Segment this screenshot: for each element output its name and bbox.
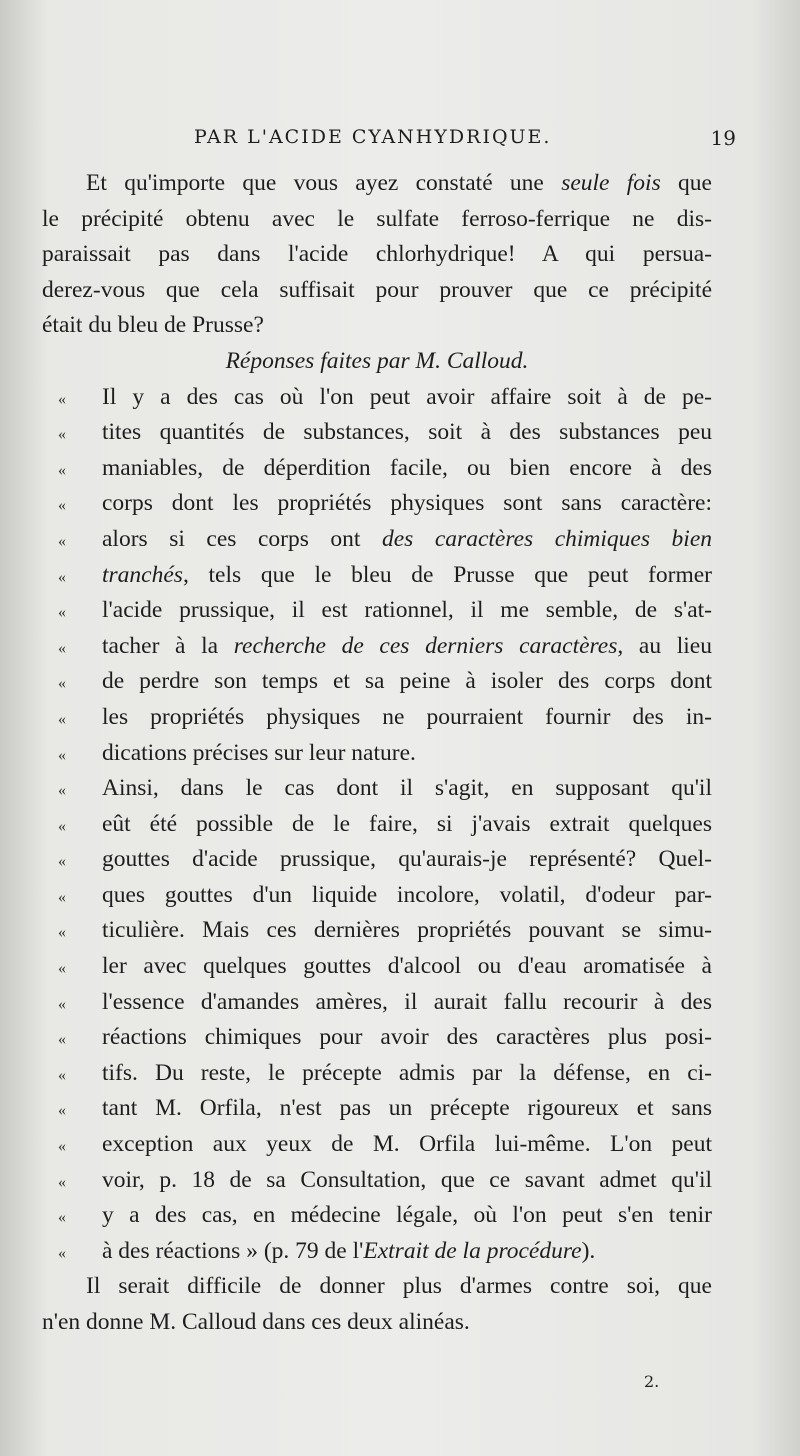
quote-mark: « xyxy=(58,568,66,586)
quote-mark: « xyxy=(58,817,66,835)
quoted-line: « ticulière. Mais ces dernières propriétés pouvant se simu- xyxy=(42,913,712,949)
quoted-line: « réactions chimiques pour avoir des caractères plus posi- xyxy=(42,1020,712,1056)
quote-mark: « xyxy=(58,532,66,550)
paragraph-line: Il serait difficile de donner plus d'armes contre soi, que xyxy=(86,1273,712,1300)
quoted-line: « de perdre son temps et sa peine à isoler des corps dont xyxy=(42,664,712,700)
quoted-line: « tites quantités de substances, soit à des substances peu xyxy=(42,415,712,451)
quote-mark: « xyxy=(58,675,66,693)
quoted-line: « à des réactions » (p. 79 de l'Extrait de la procédure). xyxy=(42,1234,712,1270)
quoted-line: « tifs. Du reste, le précepte admis par la défense, en ci- xyxy=(42,1056,712,1092)
quoted-line: « gouttes d'acide prussique, qu'aurais-je représenté? Quel- xyxy=(42,842,712,878)
quote-mark: « xyxy=(58,1102,66,1120)
quote-mark: « xyxy=(58,746,66,764)
paragraph-line: le précipité obtenu avec le sulfate ferroso-ferrique ne dis- xyxy=(42,205,712,232)
quote-mark: « xyxy=(58,853,66,871)
quote-mark: « xyxy=(58,1173,66,1191)
signature-mark: 2. xyxy=(644,1372,660,1391)
quoted-line: « tant M. Orfila, n'est pas un précepte rigoureux et sans xyxy=(42,1091,712,1127)
running-title: PAR L'ACIDE CYANHYDRIQUE. xyxy=(194,126,552,148)
quoted-line: « y a des cas, en médecine légale, où l'on peut s'en tenir xyxy=(42,1198,712,1234)
page-number: 19 xyxy=(710,126,736,150)
quote-mark: « xyxy=(58,1066,66,1084)
quote-mark: « xyxy=(58,639,66,657)
quoted-line: « alors si ces corps ont des caractères chimiques bien xyxy=(42,522,712,558)
quoted-line: « l'acide prussique, il est rationnel, il me semble, de s'at- xyxy=(42,593,712,629)
quote-mark: « xyxy=(58,1209,66,1227)
quote-mark: « xyxy=(58,604,66,622)
quoted-line: « ques gouttes d'un liquide incolore, volatil, d'odeur par- xyxy=(42,878,712,914)
paragraph-line: était du bleu de Prusse? xyxy=(42,312,264,339)
quote-mark: « xyxy=(58,960,66,978)
quote-mark: « xyxy=(58,390,66,408)
quoted-line: « exception aux yeux de M. Orfila lui-même. L'on peut xyxy=(42,1127,712,1163)
quoted-line: « ler avec quelques gouttes d'alcool ou d'eau aromatisée à xyxy=(42,949,712,985)
section-heading: Réponses faites par M. Calloud. xyxy=(225,347,529,374)
quote-mark: « xyxy=(58,710,66,728)
quote-mark: « xyxy=(58,995,66,1013)
quoted-line: « dications précises sur leur nature. xyxy=(42,736,712,772)
quote-mark: « xyxy=(58,1138,66,1156)
quoted-line: « tacher à la recherche de ces derniers caractères, au lieu xyxy=(42,629,712,665)
quoted-line: « voir, p. 18 de sa Consultation, que ce savant admet qu'il xyxy=(42,1163,712,1199)
quote-mark: « xyxy=(58,1244,66,1262)
page-header xyxy=(44,126,744,156)
quote-mark: « xyxy=(58,782,66,800)
quoted-line: « les propriétés physiques ne pourraient fournir des in- xyxy=(42,700,712,736)
quoted-line: « tranchés, tels que le bleu de Prusse que peut former xyxy=(42,558,712,594)
paragraph-line: n'en donne M. Calloud dans ces deux alinéas. xyxy=(42,1309,470,1335)
quoted-line: « corps dont les propriétés physiques sont sans caractère: xyxy=(42,486,712,522)
paragraph-line: Et qu'importe que vous ayez constaté une seule fois que xyxy=(86,170,712,196)
quote-mark: « xyxy=(58,888,66,906)
quoted-line: « l'essence d'amandes amères, il aurait fallu recourir à des xyxy=(42,985,712,1021)
quoted-line: « eût été possible de le faire, si j'avais extrait quelques xyxy=(42,807,712,843)
quote-mark: « xyxy=(58,461,66,479)
quote-mark: « xyxy=(58,426,66,444)
quote-mark: « xyxy=(58,497,66,515)
quote-mark: « xyxy=(58,1031,66,1049)
body-text xyxy=(42,166,712,1341)
paragraph-line: paraissait pas dans l'acide chlorhydrique! A qui persua- xyxy=(42,241,712,268)
quoted-line: « Il y a des cas où l'on peut avoir affaire soit à de pe- xyxy=(42,380,712,416)
quoted-line: « Ainsi, dans le cas dont il s'agit, en supposant qu'il xyxy=(42,771,712,807)
quoted-line: « maniables, de déperdition facile, ou bien encore à des xyxy=(42,451,712,487)
paragraph-line: derez-vous que cela suffisait pour prouver que ce précipité xyxy=(42,276,712,303)
quote-mark: « xyxy=(58,924,66,942)
